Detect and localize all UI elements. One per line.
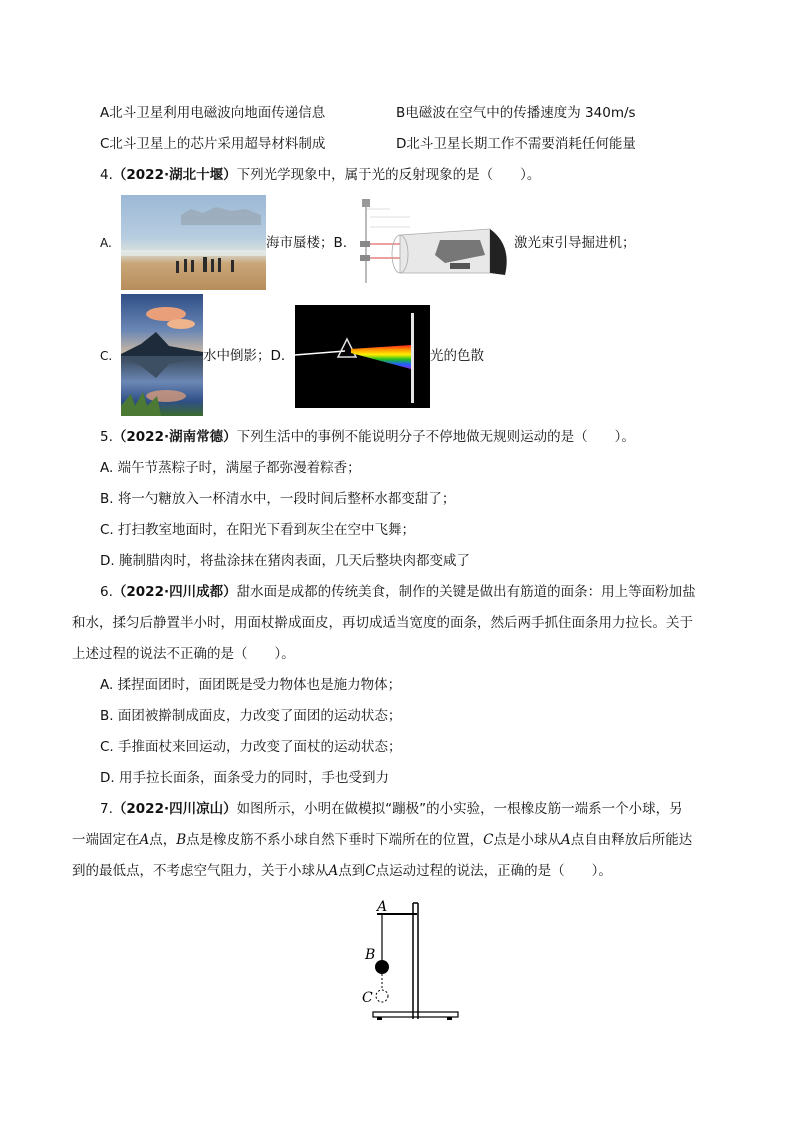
option-3c: C北斗卫星上的芯片采用超导材料制成	[100, 136, 326, 152]
text-run: 点是橡皮筋不系小球自然下垂时下端所在的位置，	[186, 832, 484, 848]
text-run: 点是小球从	[493, 832, 562, 848]
option-6a: A. 揉捏面团时，面团既是受力物体也是施力物体；	[100, 677, 402, 693]
option-4c-text: 水中倒影；D.	[203, 348, 286, 364]
text-run: 点运动过程的说法，正确的是（ ）。	[375, 863, 612, 879]
question-number: 7.	[100, 801, 113, 817]
point-label-c: C	[365, 863, 376, 879]
question-6-line-1	[100, 583, 696, 601]
question-5-stem	[100, 428, 635, 446]
question-text: 甜水面是成都的传统美食，制作的关键是做出有筋道的面条：用上等面粉加盐	[236, 584, 696, 600]
question-text: 如图所示，小明在做模拟“蹦极”的小实验，一根橡皮筋一端系一个小球，另	[236, 801, 683, 817]
question-text: 下列光学现象中，属于光的反射现象的是（ ）。	[236, 167, 541, 183]
question-number: 4.	[100, 167, 113, 183]
figure-label-c: C	[362, 990, 373, 1006]
point-label-a: A	[139, 832, 150, 848]
option-5c: C. 打扫教室地面时，在阳光下看到灰尘在空中飞舞；	[100, 522, 416, 538]
question-7-line-1	[100, 800, 683, 818]
question-4-stem	[100, 166, 540, 184]
text-run: 点，	[149, 832, 177, 848]
question-source: （2022·湖北十堰）	[112, 167, 237, 183]
option-4a-letter: A.	[100, 236, 112, 250]
point-label-b: B	[176, 832, 187, 848]
question-6-line-3: 上述过程的说法不正确的是（ ）。	[72, 646, 295, 662]
text-run: 点到	[338, 863, 366, 879]
option-6b: B. 面团被擀制成面皮，力改变了面团的运动状态；	[100, 708, 402, 724]
option-5b: B. 将一勺糖放入一杯清水中，一段时间后整杯水都变甜了；	[100, 491, 456, 507]
option-6d: D. 用手拉长面条，面条受力的同时，手也受到力	[100, 770, 389, 786]
question-number: 5.	[100, 429, 113, 445]
text-run: 点自由释放后所能达	[570, 832, 693, 848]
point-label-a: A	[561, 832, 571, 848]
point-label-c: C	[483, 832, 494, 848]
question-source: （2022·四川成都）	[112, 584, 237, 600]
reflection-photo	[121, 294, 203, 416]
question-number: 6.	[100, 584, 113, 600]
figure-label-b: B	[365, 947, 376, 963]
bungee-figure	[355, 895, 465, 1025]
text-run: 到的最低点，不考虑空气阻力，关于小球从	[72, 863, 329, 879]
figure-label-a: A	[377, 899, 388, 915]
question-source: （2022·湖南常德）	[112, 429, 237, 445]
question-6-line-2: 和水，揉匀后静置半小时，用面杖擀成面皮，再切成适当宽度的面条，然后两手抓住面条用力拉长。关于	[72, 615, 693, 631]
option-4b-text: 激光束引导掘进机；	[514, 235, 636, 251]
laser-tunnel-diagram	[350, 195, 515, 287]
question-7-line-3	[72, 862, 612, 880]
mirage-photo	[121, 195, 266, 290]
option-3a: A北斗卫星利用电磁波向地面传递信息	[100, 105, 326, 121]
option-5a: A. 端午节蒸粽子时，满屋子都弥漫着粽香；	[100, 460, 361, 476]
option-4d-text: 光的色散	[430, 348, 484, 364]
option-4c-letter: C.	[100, 349, 113, 363]
point-label-a: A	[328, 863, 339, 879]
option-4a-text: 海市蜃楼；B.	[266, 235, 348, 251]
option-5d: D. 腌制腊肉时，将盐涂抹在猪肉表面，几天后整块肉都变咸了	[100, 553, 470, 569]
prism-dispersion-image	[295, 305, 430, 408]
question-source: （2022·四川凉山）	[112, 801, 237, 817]
option-3d: D北斗卫星长期工作不需要消耗任何能量	[396, 136, 636, 152]
option-6c: C. 手推面杖来回运动，力改变了面杖的运动状态；	[100, 739, 402, 755]
question-7-line-2	[72, 831, 692, 849]
option-3b: B电磁波在空气中的传播速度为 340m/s	[396, 105, 636, 121]
question-text: 下列生活中的事例不能说明分子不停地做无规则运动的是（ ）。	[236, 429, 635, 445]
text-run: 一端固定在	[72, 832, 140, 848]
